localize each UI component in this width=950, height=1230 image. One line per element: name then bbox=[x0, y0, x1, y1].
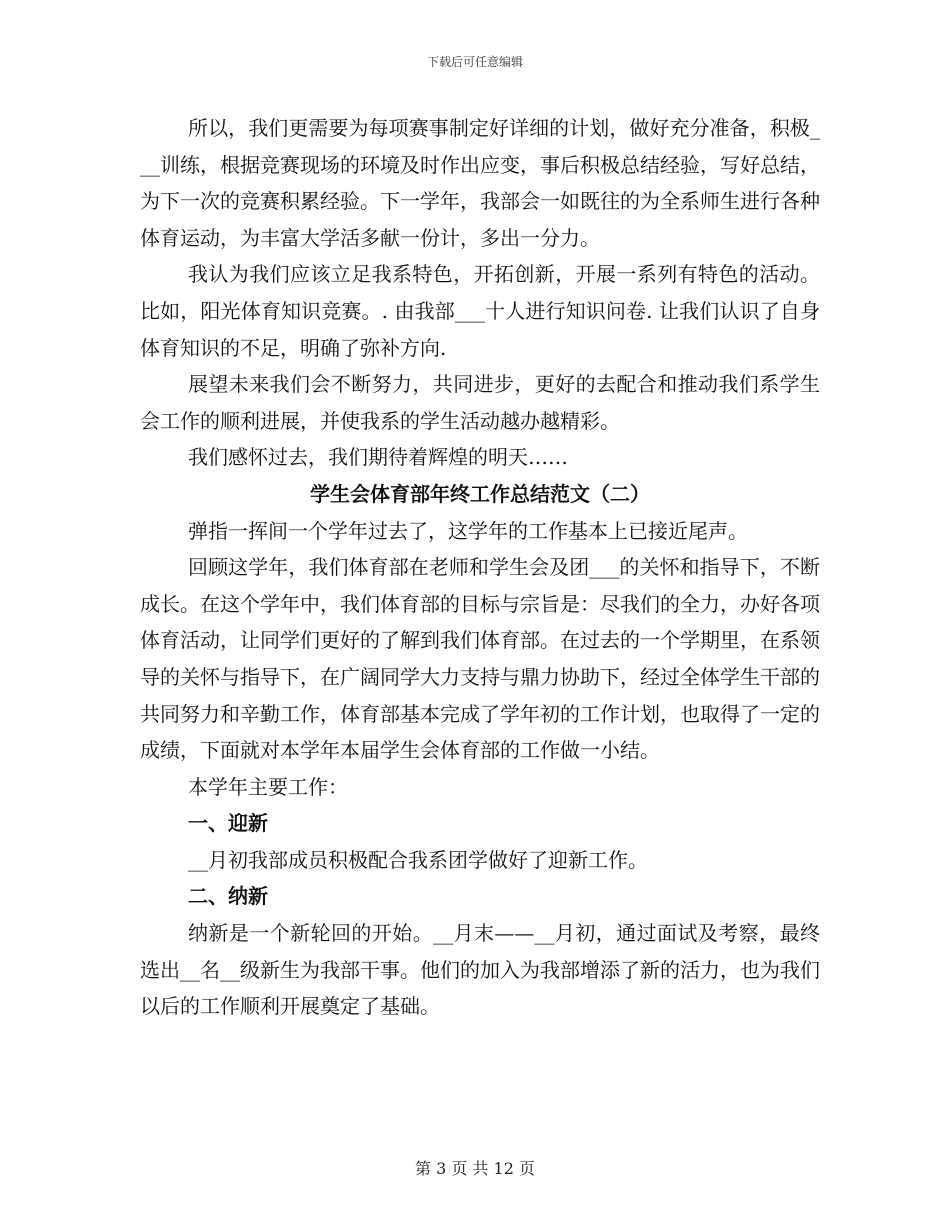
page-header: 下载后可任意编辑 bbox=[426, 55, 523, 69]
paragraph-4: 我们感怀过去，我们期待着辉煌的明天…… bbox=[188, 445, 568, 470]
paragraph-3: 展望未来我们会不断努力，共同进步，更好的去配合和推动我们系学生会工作的顺利进展，并使我系的学生活动越办越精彩。 bbox=[140, 372, 820, 433]
paragraph-5: 弹指一挥间一个学年过去了，这学年的工作基本上已接近尾声。 bbox=[188, 518, 748, 543]
paragraph-6: 回顾这学年，我们体育部在老师和学生会及团___的关怀和指导下，不断成长。在这个学年中，我们体育部的目标与宗旨是：尽我们的全力，办好各项体育活动，让同学们更好的了解到我们体育部。在过去的一个学期里，在系领导的关怀与指导下，在广阔同学大力支持与鼎力协助下，经过全体学生干部的共同努力和辛勤工作，体育部基本完成了学年初的工作计划，也取得了一定的成绩，下面就对本学年本届学生会体育部的工作做一小结。 bbox=[140, 555, 820, 763]
paragraph-9: 纳新是一个新轮回的开始。__月末——__月初，通过面试及考察，最终选出__名__级新生为我部干事。他们的加入为我部增添了新的活力，也为我们以后的工作顺利开展奠定了基础。 bbox=[140, 921, 820, 1019]
paragraph-1: 所以，我们更需要为每项赛事制定好详细的计划，做好充分准备，积极___训练，根据竞赛现场的环境及时作出应变，事后积极总结经验，写好总结，为下一次的竞赛积累经验。下一学年，我部会一如既往的为全系师生进行各种体育运动，为丰富大学活多献一份计，多出一分力。 bbox=[140, 116, 820, 250]
page-footer: 第 3 页 共 12 页 bbox=[415, 1159, 535, 1178]
heading-recruit: 二、纳新 bbox=[188, 884, 268, 909]
paragraph-2: 我认为我们应该立足我系特色，开拓创新，开展一系列有特色的活动。比如，阳光体育知识竞赛。. 由我部___十人进行知识问卷. 让我们认识了自身体育知识的不足，明确了弥补方向. bbox=[140, 262, 820, 360]
document-body bbox=[140, 110, 820, 1025]
section-title: 学生会体育部年终工作总结范文（二） bbox=[310, 481, 650, 506]
heading-welcome: 一、迎新 bbox=[188, 811, 268, 836]
paragraph-7: 本学年主要工作： bbox=[188, 774, 348, 799]
paragraph-8: __月初我部成员积极配合我系团学做好了迎新工作。 bbox=[188, 847, 648, 872]
